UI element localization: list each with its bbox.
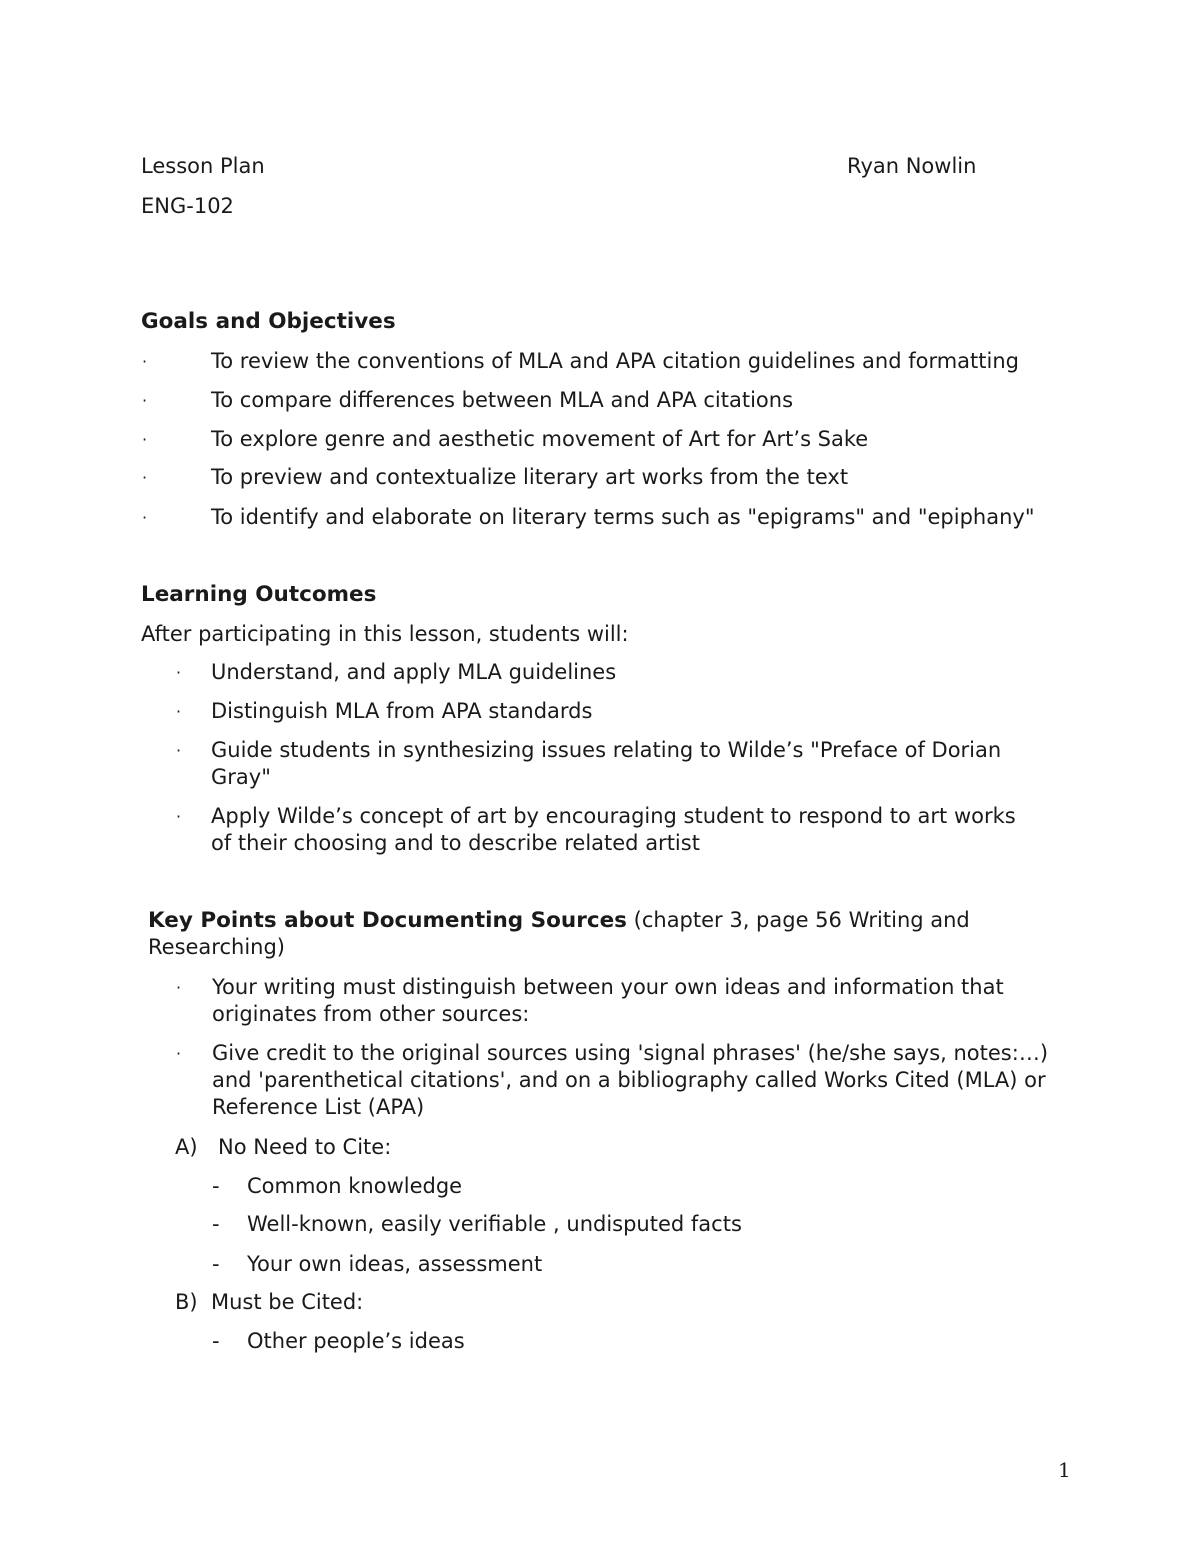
section-b-label: B)	[175, 1290, 198, 1314]
dash-marker: -	[212, 1252, 220, 1276]
goal-item: To review the conventions of MLA and APA citation guidelines and formatting	[211, 349, 1019, 373]
outcomes-intro: After participating in this lesson, students will:	[141, 622, 629, 646]
course-code: ENG-102	[141, 194, 234, 218]
no-cite-item: Common knowledge	[247, 1174, 463, 1198]
outcome-item: Apply Wilde’s concept of art by encouraging student to respond to art works of their choosing and to describe related artist	[211, 804, 1016, 855]
key-points-heading-block	[148, 907, 1028, 961]
outcome-item: Understand, and apply MLA guidelines	[211, 660, 617, 684]
goal-item: To preview and contextualize literary art works from the text	[211, 465, 849, 489]
dash-marker: -	[212, 1212, 220, 1236]
goal-item: To compare differences between MLA and APA citations	[211, 388, 794, 412]
section-a-title: No Need to Cite:	[218, 1135, 392, 1159]
page-number: 1	[1058, 1458, 1071, 1482]
bullet-dot: ·	[176, 702, 182, 721]
section-a-label: A)	[175, 1135, 198, 1159]
no-cite-item: Well-known, easily verifiable , undisputed facts	[247, 1212, 742, 1236]
key-point-item: Give credit to the original sources using 'signal phrases' (he/she says, notes:…) and 'parenthetical citations', and on a bibliography called Works Cited (MLA) or Reference List (APA)	[212, 1041, 1049, 1119]
must-cite-item: Other people’s ideas	[247, 1329, 465, 1353]
bullet-dot: ·	[176, 663, 182, 682]
outcomes-heading: Learning Outcomes	[141, 582, 377, 607]
bullet-dot: ·	[142, 430, 148, 449]
key-point-item: Your writing must distinguish between your own ideas and information that originates from other sources:	[212, 975, 1004, 1026]
dash-marker: -	[212, 1329, 220, 1353]
bullet-dot: ·	[142, 468, 148, 487]
bullet-dot: ·	[176, 1044, 182, 1063]
bullet-dot: ·	[142, 508, 148, 527]
bullet-dot: ·	[176, 807, 182, 826]
outcome-item: Distinguish MLA from APA standards	[211, 699, 593, 723]
goal-item: To explore genre and aesthetic movement of Art for Art’s Sake	[211, 427, 869, 451]
key-points-note: (chapter 3, page 56 Writing and Researching)	[148, 908, 970, 959]
author-name: Ryan Nowlin	[847, 154, 977, 178]
bullet-dot: ·	[142, 352, 148, 371]
goals-heading: Goals and Objectives	[141, 309, 396, 334]
bullet-dot: ·	[176, 741, 182, 760]
goal-item: To identify and elaborate on literary terms such as "epigrams" and "epiphany"	[211, 505, 1035, 529]
document-title: Lesson Plan	[141, 154, 265, 178]
dash-marker: -	[212, 1174, 220, 1198]
no-cite-item: Your own ideas, assessment	[247, 1252, 543, 1276]
bullet-dot: ·	[176, 978, 182, 997]
outcome-item: Guide students in synthesizing issues relating to Wilde’s "Preface of Dorian Gray"	[211, 738, 1002, 789]
bullet-dot: ·	[142, 391, 148, 410]
section-b-title: Must be Cited:	[211, 1290, 364, 1314]
key-points-heading: Key Points about Documenting Sources	[148, 908, 627, 933]
